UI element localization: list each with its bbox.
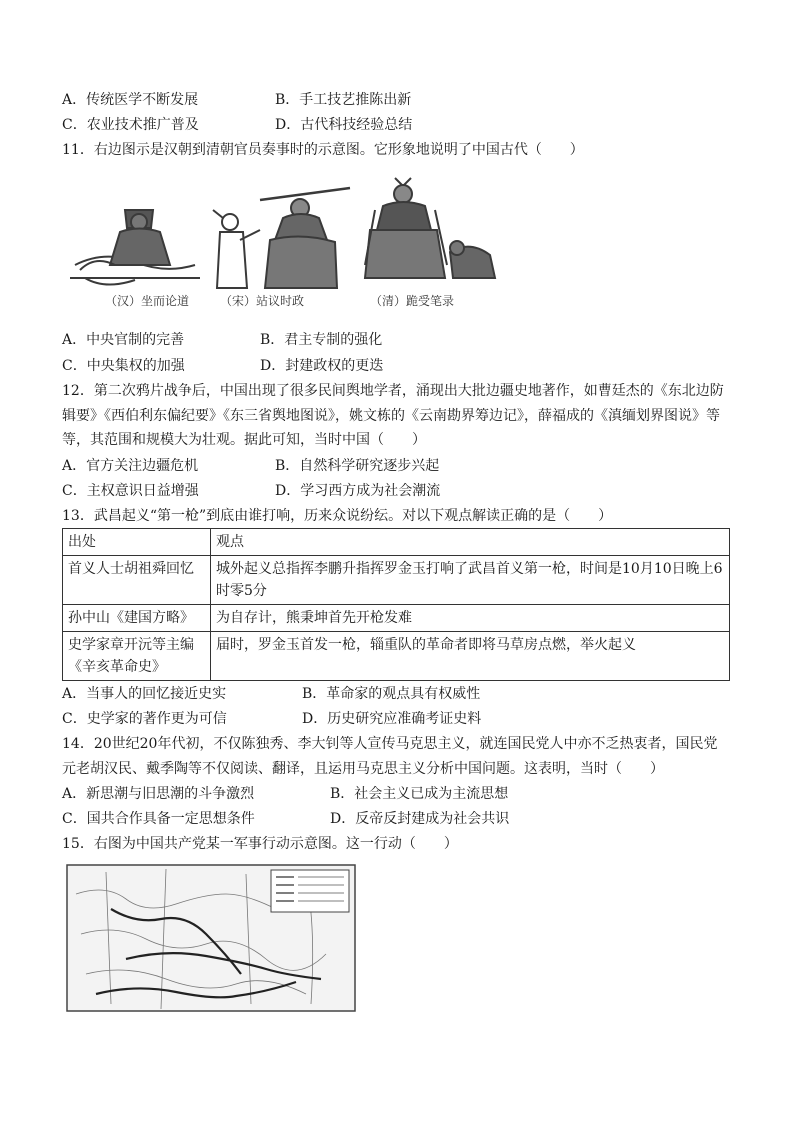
q14-option-a: A．新思潮与旧思潮的斗争激烈 (62, 786, 255, 802)
map-legend-box (271, 870, 349, 912)
table-cell-view: 城外起义总指挥李鹏升指挥罗金玉打响了武昌首义第一枪，时间是10月10日晚上6时零5分 (211, 556, 730, 605)
qing-figure-icon (365, 178, 495, 278)
q12-stem-line2: 辑要》《西伯利东偏纪要》《东三省舆地图说》，姚文栋的《云南勘界筹边记》，薛福成的《滇缅划界图说》等 (62, 408, 720, 424)
q12-option-c: C．主权意识日益增强 (62, 483, 199, 499)
q12-stem-line1: 12．第二次鸦片战争后，中国出现了很多民间舆地学者，涌现出大批边疆史地著作，如曹廷杰的《东北边防 (62, 383, 724, 399)
q10-option-d: D．古代科技经验总结 (275, 117, 413, 133)
caption-han: （汉）坐而论道 (105, 294, 190, 308)
table-header-view: 观点 (211, 529, 730, 556)
table-header-source: 出处 (63, 529, 211, 556)
q10-option-b: B．手工技艺推陈出新 (275, 92, 412, 108)
table-cell-source: 史学家章开沅等主编《辛亥革命史》 (63, 632, 211, 681)
table-row (63, 632, 730, 681)
han-figure-icon (70, 210, 200, 285)
caption-qing: （清）跪受笔录 (370, 294, 455, 308)
q11-option-d: D．封建政权的更迭 (260, 358, 384, 374)
q10-option-c: C．农业技术推广普及 (62, 117, 199, 133)
q12-option-b: B．自然科学研究逐步兴起 (275, 458, 440, 474)
q11-option-a: A．中央官制的完善 (62, 332, 185, 348)
q12-option-a: A．官方关注边疆危机 (62, 458, 199, 474)
q15-stem: 15．右图为中国共产党某一军事行动示意图。这一行动（ ） (62, 836, 458, 852)
q13-option-c: C．史学家的著作更为可信 (62, 711, 227, 727)
q13-option-d: D．历史研究应准确考证史料 (302, 711, 482, 727)
q13-source-table (62, 528, 730, 681)
q13-option-b: B．革命家的观点具有权威性 (302, 686, 481, 702)
table-header-row (63, 529, 730, 556)
table-cell-source: 首义人士胡祖舜回忆 (63, 556, 211, 605)
caption-song: （宋）站议时政 (220, 294, 305, 308)
q12-stem-line3: 等，其范围和规模大为壮观。据此可知，当时中国（ ） (62, 432, 426, 448)
q14-stem-line1: 14．20世纪20年代初，不仅陈独秀、李大钊等人宣传马克思主义，就连国民党人中亦不乏热衷者，国民党 (62, 736, 718, 752)
q11-option-c: C．中央集权的加强 (62, 358, 185, 374)
q14-option-d: D．反帝反封建成为社会共识 (330, 811, 510, 827)
q13-option-a: A．当事人的回忆接近史实 (62, 686, 227, 702)
q13-stem: 13．武昌起义“第一枪”到底由谁打响，历来众说纷纭。对以下观点解读正确的是（ ） (62, 508, 613, 524)
q10-option-a: A．传统医学不断发展 (62, 92, 199, 108)
q12-option-d: D．学习西方成为社会潮流 (275, 483, 441, 499)
table-row (63, 556, 730, 605)
q14-stem-line2: 元老胡汉民、戴季陶等不仅阅读、翻译，且运用马克思主义分析中国问题。这表明，当时（ ） (62, 761, 664, 777)
court-audience-illustration (65, 170, 515, 320)
q14-option-c: C．国共合作具备一定思想条件 (62, 811, 255, 827)
song-figure-icon (213, 188, 350, 288)
q11-option-b: B．君主专制的强化 (260, 332, 383, 348)
q11-stem: 11．右边图示是汉朝到清朝官员奏事时的示意图。它形象地说明了中国古代（ ） (62, 142, 584, 158)
table-cell-view: 届时，罗金玉首发一枪，辎重队的革命者即将马草房点燃，举火起义 (211, 632, 730, 681)
long-march-route-map (66, 864, 356, 1012)
table-cell-source: 孙中山《建国方略》 (63, 605, 211, 632)
table-row (63, 605, 730, 632)
q14-option-b: B．社会主义已成为主流思想 (330, 786, 509, 802)
table-cell-view: 为自存计，熊秉坤首先开枪发难 (211, 605, 730, 632)
